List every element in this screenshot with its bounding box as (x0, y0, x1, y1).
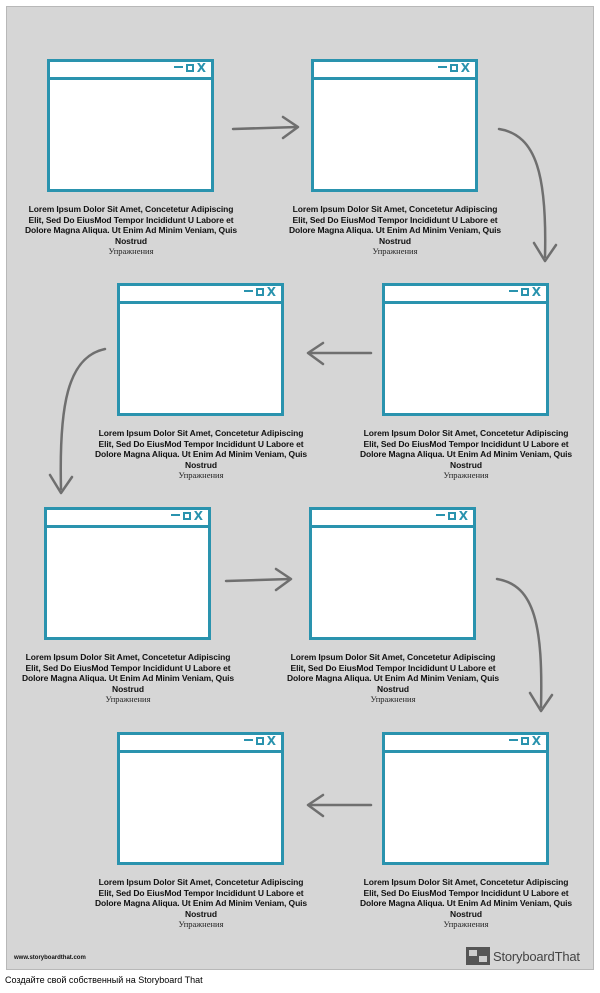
caption-text: Lorem Ipsum Dolor Sit Amet, Concetetur Adipiscing Elit, Sed Do EiusMod Tempor Incididunt U Labore et Dolore Magna Aliqua. Ut Enim Ad Minim Veniam, Quis Nostrud (21, 652, 235, 694)
caption-text: Lorem Ipsum Dolor Sit Amet, Concetetur Adipiscing Elit, Sed Do EiusMod Tempor Incididunt U Labore et Dolore Magna Aliqua. Ut Enim Ad Minim Veniam, Quis Nostrud (288, 204, 502, 246)
caption-text: Lorem Ipsum Dolor Sit Amet, Concetetur Adipiscing Elit, Sed Do EiusMod Tempor Incididunt U Labore et Dolore Magna Aliqua. Ut Enim Ad Minim Veniam, Quis Nostrud (94, 877, 308, 919)
close-icon: X (196, 61, 207, 75)
caption-text: Lorem Ipsum Dolor Sit Amet, Concetetur Adipiscing Elit, Sed Do EiusMod Tempor Incididunt U Labore et Dolore Magna Aliqua. Ut Enim Ad Minim Veniam, Quis Nostrud (359, 428, 573, 470)
close-icon: X (531, 734, 542, 748)
caption-subtitle: Упражнения (178, 919, 224, 929)
arrow-left-icon (308, 343, 371, 364)
footer-text: Создайте свой собственный на Storyboard That (5, 975, 203, 985)
logo-icon (466, 947, 490, 965)
storyboard-canvas (6, 6, 594, 970)
caption-text: Lorem Ipsum Dolor Sit Amet, Concetetur Adipiscing Elit, Sed Do EiusMod Tempor Incididunt U Labore et Dolore Magna Aliqua. Ut Enim Ad Minim Veniam, Quis Nostrud (24, 204, 238, 246)
arrow-left-icon (308, 795, 371, 816)
caption-subtitle: Упражнения (370, 694, 416, 704)
caption-subtitle: Упражнения (178, 470, 224, 480)
arrow-curve-down-icon (497, 579, 552, 711)
close-icon: X (531, 285, 542, 299)
close-icon: X (266, 285, 277, 299)
arrow-right-icon (226, 569, 291, 590)
caption-text: Lorem Ipsum Dolor Sit Amet, Concetetur Adipiscing Elit, Sed Do EiusMod Tempor Incididunt U Labore et Dolore Magna Aliqua. Ut Enim Ad Minim Veniam, Quis Nostrud (94, 428, 308, 470)
close-icon: X (193, 509, 204, 523)
website-url: www.storyboardthat.com (14, 955, 86, 961)
close-icon: X (458, 509, 469, 523)
arrow-right-icon (233, 117, 298, 138)
caption-subtitle: Упражнения (108, 246, 154, 256)
caption-text: Lorem Ipsum Dolor Sit Amet, Concetetur Adipiscing Elit, Sed Do EiusMod Tempor Incididunt U Labore et Dolore Magna Aliqua. Ut Enim Ad Minim Veniam, Quis Nostrud (286, 652, 500, 694)
caption-subtitle: Упражнения (443, 470, 489, 480)
close-icon: X (266, 734, 277, 748)
arrow-curve-down-icon (50, 349, 105, 493)
caption-subtitle: Упражнения (372, 246, 418, 256)
caption-subtitle: Упражнения (443, 919, 489, 929)
arrow-curve-down-icon (499, 129, 556, 261)
logo-text: StoryboardThat (493, 948, 580, 964)
caption-subtitle: Упражнения (105, 694, 151, 704)
storyboardthat-logo (466, 946, 580, 966)
caption-text: Lorem Ipsum Dolor Sit Amet, Concetetur Adipiscing Elit, Sed Do EiusMod Tempor Incididunt U Labore et Dolore Magna Aliqua. Ut Enim Ad Minim Veniam, Quis Nostrud (359, 877, 573, 919)
flow-arrows (7, 7, 593, 969)
close-icon: X (460, 61, 471, 75)
